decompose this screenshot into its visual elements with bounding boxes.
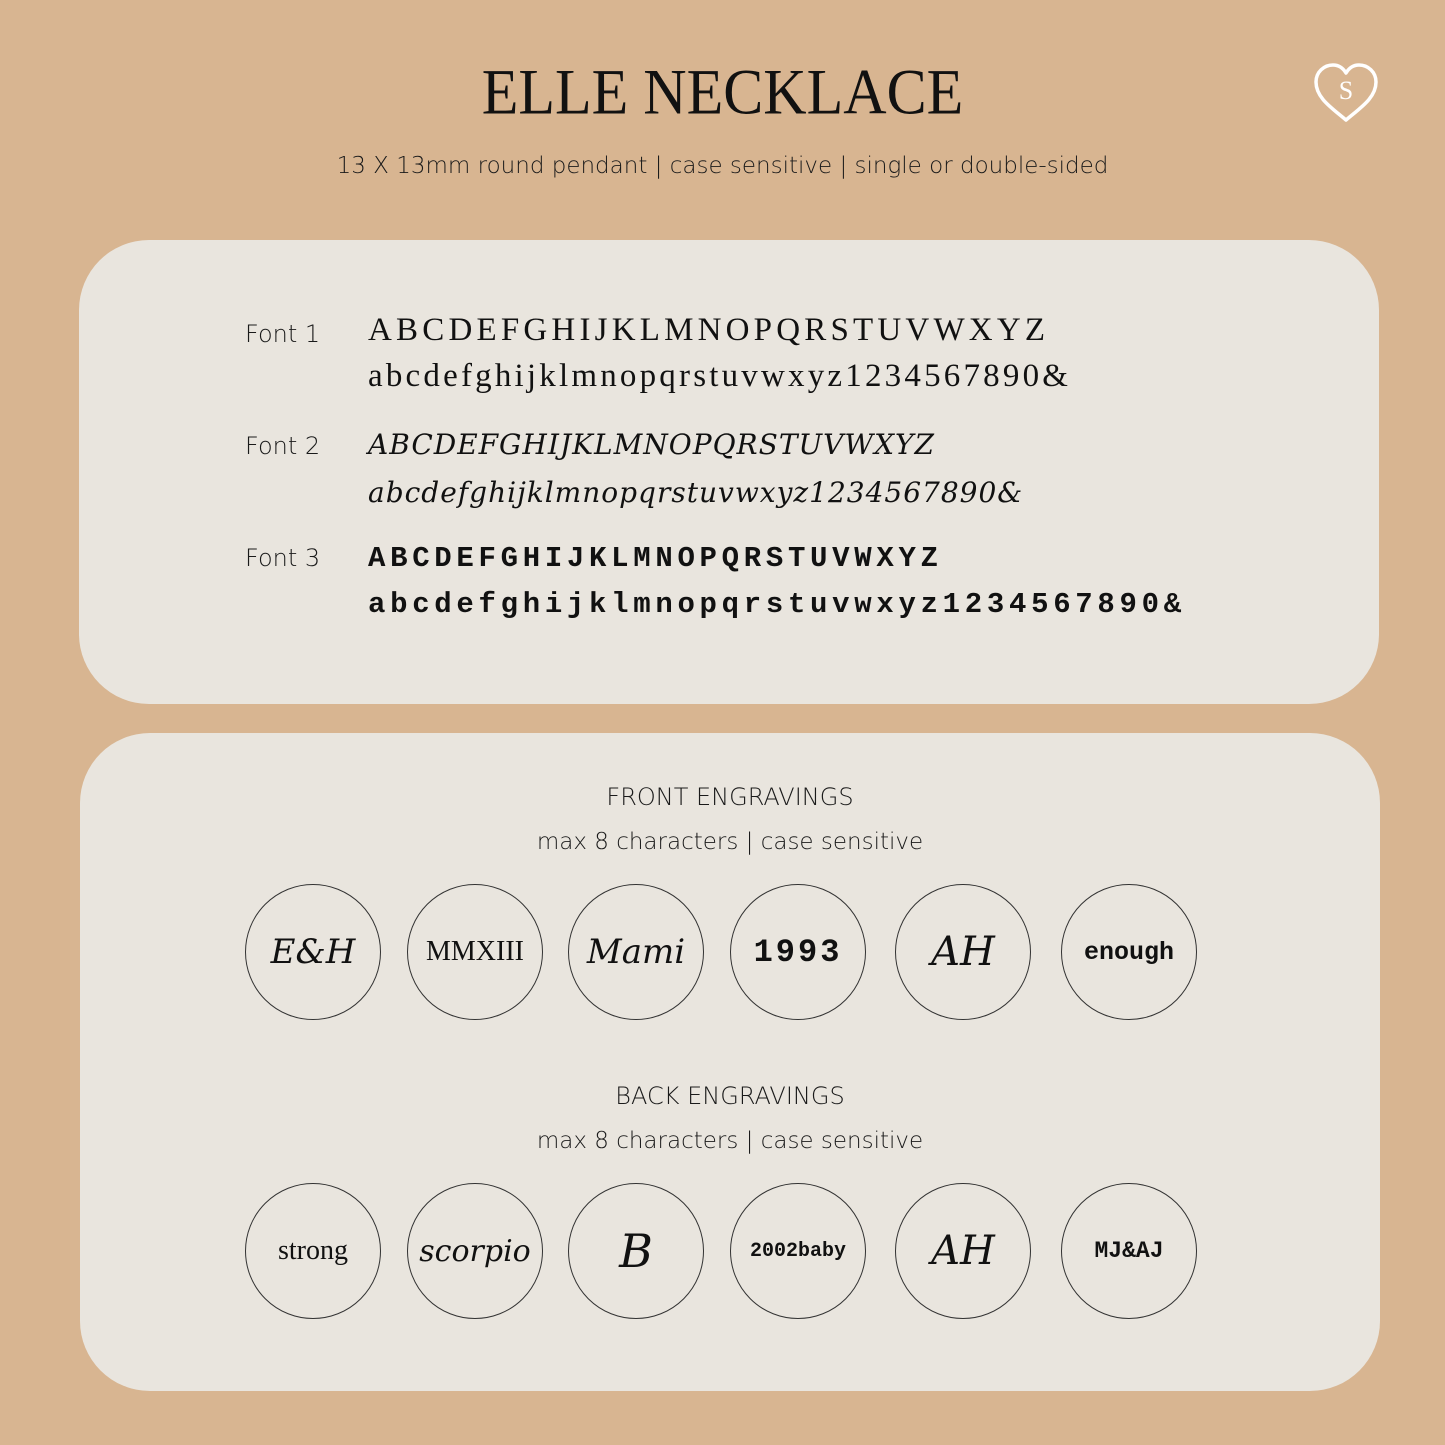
font-3-uppercase: ABCDEFGHIJKLMNOPQRSTUVWXYZ [368,542,943,575]
front-example-2: MMXIII [407,884,543,1020]
back-example-4: 2002baby [730,1183,866,1319]
font-1-uppercase: ABCDEFGHIJKLMNOPQRSTUVWXYZ [368,312,1050,348]
page-title: ELLE NECKLACE [481,56,964,128]
page-subtitle: 13 X 13mm round pendant | case sensitive | single or double-sided [336,153,1109,179]
font-2-lowercase: abcdefghijklmnopqrstuvwxyz1234567890& [368,476,1024,509]
front-example-3: Mami [568,884,704,1020]
heart-logo-icon [1312,62,1380,126]
front-example-1: E&H [245,884,381,1020]
front-example-5: AH [895,884,1031,1020]
front-example-4: 1993 [730,884,866,1020]
font-1-label: Font 1 [245,320,321,348]
back-example-1: strong [245,1183,381,1319]
front-engravings-subtitle: max 8 characters | case sensitive [536,829,924,855]
back-engravings-subtitle: max 8 characters | case sensitive [536,1128,924,1154]
front-engravings-title: FRONT ENGRAVINGS [606,783,854,811]
logo-letter: S [1338,76,1354,105]
back-engravings-title: BACK ENGRAVINGS [615,1082,845,1110]
back-example-3: B [568,1183,704,1319]
font-2-label: Font 2 [245,432,321,460]
engravings-panel [80,733,1380,1391]
font-2-uppercase: ABCDEFGHIJKLMNOPQRSTUVWXYZ [368,428,935,461]
font-1-lowercase: abcdefghijklmnopqrstuvwxyz1234567890& [368,358,1072,394]
back-example-2: scorpio [407,1183,543,1319]
font-3-label: Font 3 [245,544,321,572]
front-example-6: enough [1061,884,1197,1020]
font-samples-panel [79,240,1379,704]
font-3-lowercase: abcdefghijklmnopqrstuvwxyz1234567890& [368,588,1186,621]
back-example-6: MJ&AJ [1061,1183,1197,1319]
back-example-5: AH [895,1183,1031,1319]
